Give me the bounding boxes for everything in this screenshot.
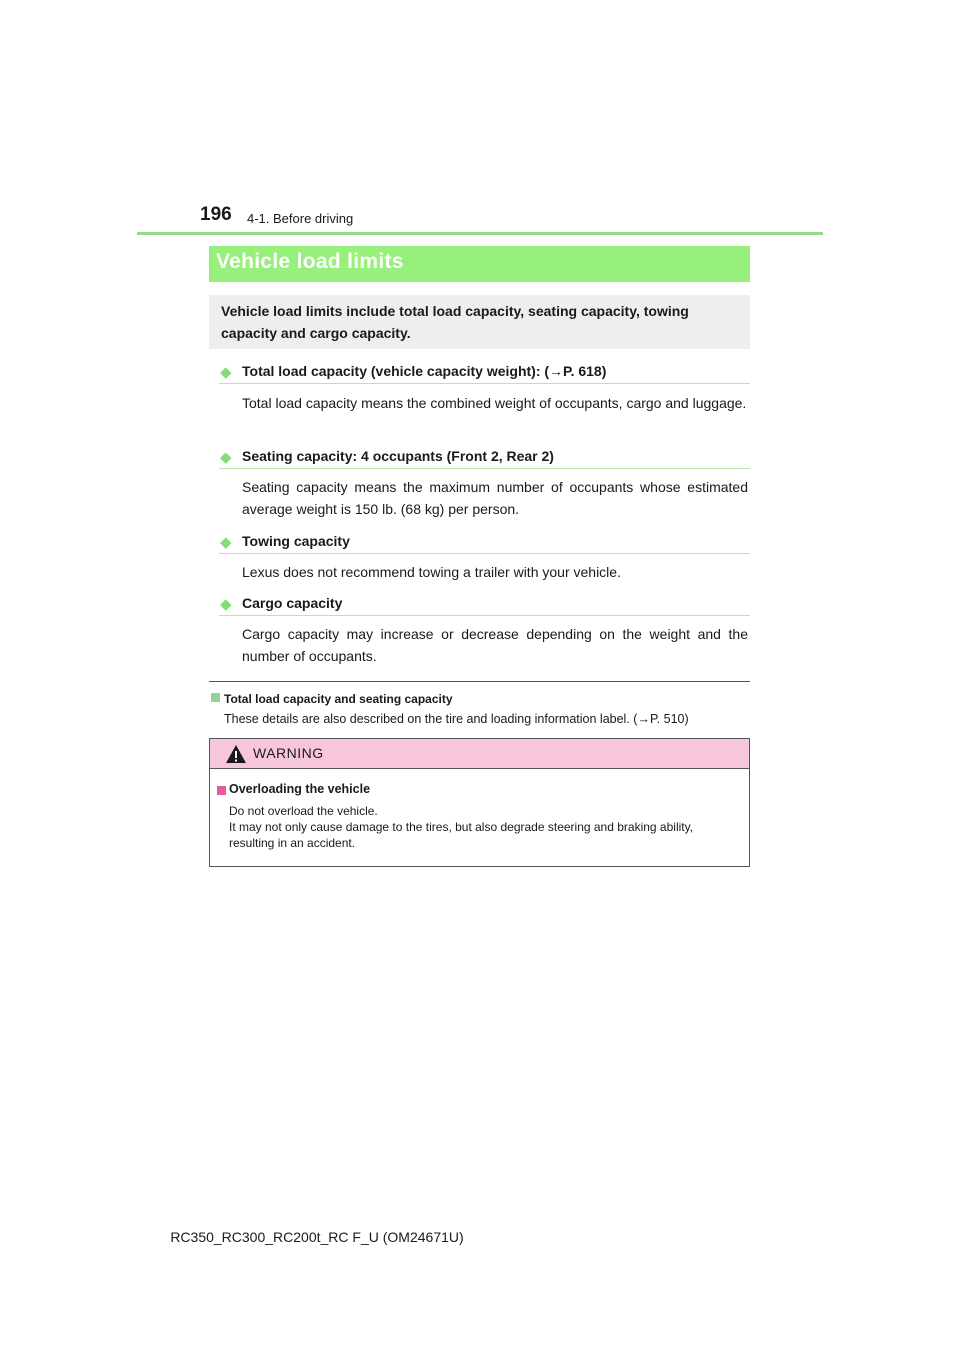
item-heading-total-load — [219, 361, 750, 384]
item-heading-text: Towing capacity — [242, 533, 350, 549]
warning-line: It may not only cause damage to the tires, but also degrade steering and braking ability, — [229, 820, 694, 834]
item-heading-towing — [219, 531, 750, 554]
note-title: Total load capacity and seating capacity — [224, 692, 453, 706]
title-bar — [209, 246, 750, 282]
warning-line: resulting in an accident. — [229, 836, 356, 850]
square-bullet-icon — [217, 786, 226, 795]
item-heading-text: Cargo capacity — [242, 595, 343, 611]
footer-model-code: RC350_RC300_RC200t_RC F_U (OM24671U) — [170, 1229, 464, 1245]
notes-rule — [209, 681, 750, 682]
warning-line: Do not overload the vehicle. — [229, 804, 378, 818]
item-body-seating: Seating capacity means the maximum number of occupants whose estimated average weight is 150 lb. (68 kg) per person. — [242, 479, 748, 517]
header-rule — [137, 232, 823, 235]
warning-box — [209, 738, 750, 867]
warning-triangle-icon — [225, 744, 247, 764]
item-heading-cargo — [219, 593, 750, 616]
page-title: Vehicle load limits — [216, 250, 404, 273]
section-label: 4-1. Before driving — [247, 211, 354, 226]
warning-label: WARNING — [253, 745, 324, 761]
diamond-icon: ◆ — [220, 596, 232, 613]
warning-header — [210, 739, 749, 769]
note-text: These details are also described on the tire and loading information label. (→P. 510) — [224, 712, 689, 726]
item-heading-text: Total load capacity (vehicle capacity weight): (→P. 618) — [242, 363, 607, 379]
square-bullet-icon — [211, 693, 220, 702]
diamond-icon: ◆ — [220, 449, 232, 466]
warning-title: Overloading the vehicle — [229, 782, 371, 796]
intro-text: Vehicle load limits include total load capacity, seating capacity, towing capacity and cargo capacity. — [221, 303, 689, 341]
page-number: 196 — [200, 204, 232, 225]
item-heading-text: Seating capacity: 4 occupants (Front 2, Rear 2) — [242, 448, 554, 464]
item-heading-seating — [219, 446, 750, 469]
intro-box — [209, 295, 750, 349]
diamond-icon: ◆ — [220, 534, 232, 551]
item-body-cargo: Cargo capacity may increase or decrease depending on the weight and the number of occupants. — [242, 626, 748, 664]
diamond-icon: ◆ — [220, 364, 232, 381]
item-body-total-load: Total load capacity means the combined weight of occupants, cargo and luggage. — [242, 395, 747, 411]
item-body-towing: Lexus does not recommend towing a trailer with your vehicle. — [242, 564, 621, 580]
